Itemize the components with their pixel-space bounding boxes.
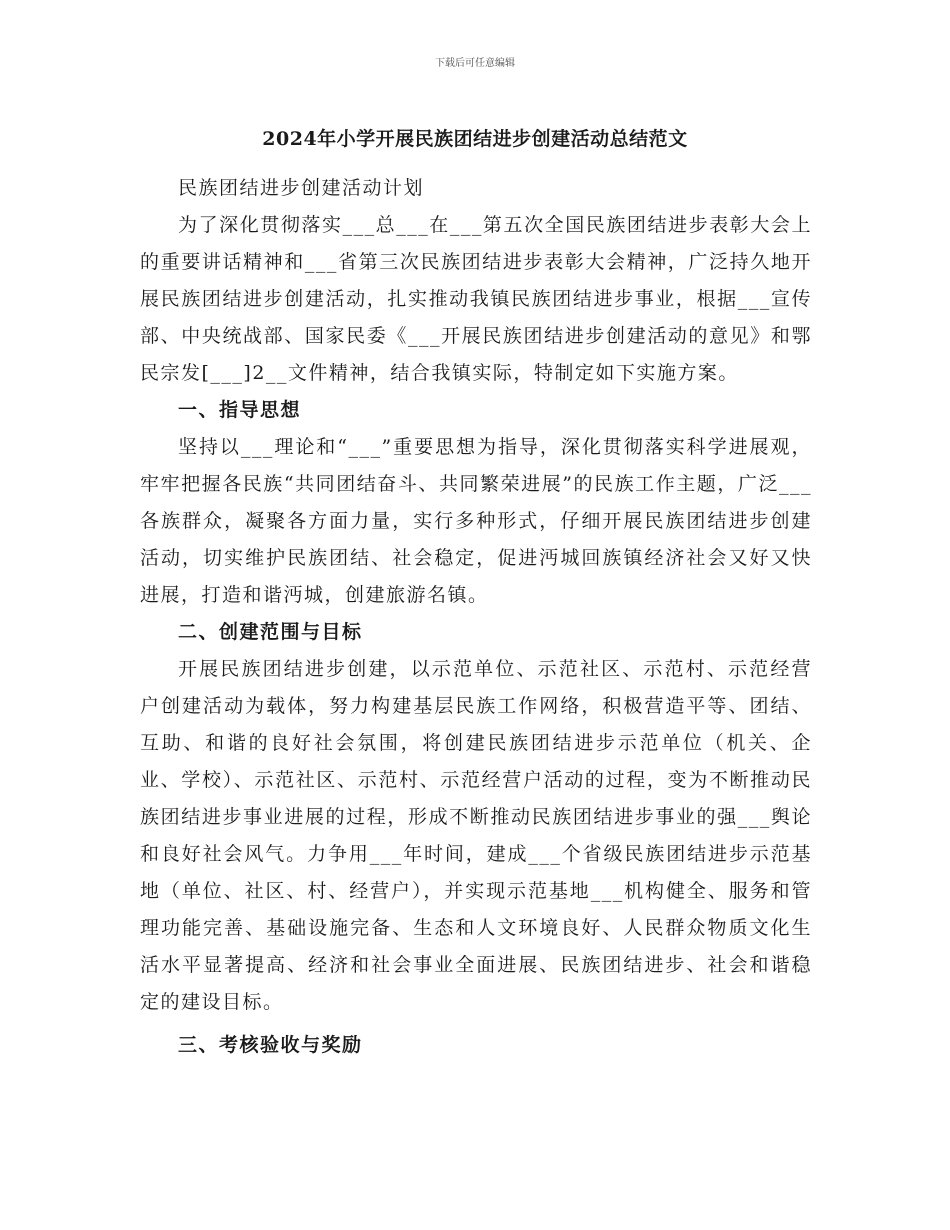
intro-paragraph: 为了深化贯彻落实___总___在___第五次全国民族团结进步表彰大会上的重要讲话精神和___省第三次民族团结进步表彰大会精神，广泛持久地开展民族团结进步创建活动，扎实推动我镇民族团结进步事业，根据___宣传部、中央统战部、国家民委《___开展民族团结进步创建活动的意见》和鄂民宗发[___]2__文件精神，结合我镇实际，特制定如下实施方案。 — [140, 214, 812, 384]
document-body — [140, 170, 812, 1064]
section-heading-assessment-and-rewards: 三、考核验收与奖励 — [178, 1034, 363, 1056]
section-heading-scope-and-goals: 二、创建范围与目标 — [178, 621, 363, 643]
document-subtitle: 民族团结进步创建活动计划 — [178, 177, 425, 199]
section-body-scope-and-goals: 开展民族团结进步创建，以示范单位、示范社区、示范村、示范经营户创建活动为载体，努力构建基层民族工作网络，积极营造平等、团结、互助、和谐的良好社会氛围，将创建民族团结进步示范单位（机关、企业、学校）、示范社区、示范村、示范经营户活动的过程，变为不断推动民族团结进步事业进展的过程，形成不断推动民族团结进步事业的强___舆论和良好社会风气。力争用___年时间，建成___个省级民族团结进步示范基地（单位、社区、村、经营户），并实现示范基地___机构健全、服务和管理功能完善、基础设施完备、生态和人文环境良好、人民群众物质文化生活水平显著提高、经济和社会事业全面进展、民族团结进步、社会和谐稳定的建设目标。 — [140, 658, 812, 1013]
section-heading-guiding-ideology: 一、指导思想 — [178, 399, 302, 421]
page-header-note: 下载后可任意编辑 — [435, 58, 515, 69]
document-title: 2024年小学开展民族团结进步创建活动总结范文 — [262, 128, 688, 150]
section-body-guiding-ideology: 坚持以___理论和“___”重要思想为指导，深化贯彻落实科学进展观，牢牢把握各民族“共同团结奋斗、共同繁荣进展”的民族工作主题，广泛___各族群众，凝聚各方面力量，实行多种形式，仔细开展民族团结进步创建活动，切实维护民族团结、社会稳定，促进沔城回族镇经济社会又好又快进展，打造和谐沔城，创建旅游名镇。 — [140, 436, 812, 606]
